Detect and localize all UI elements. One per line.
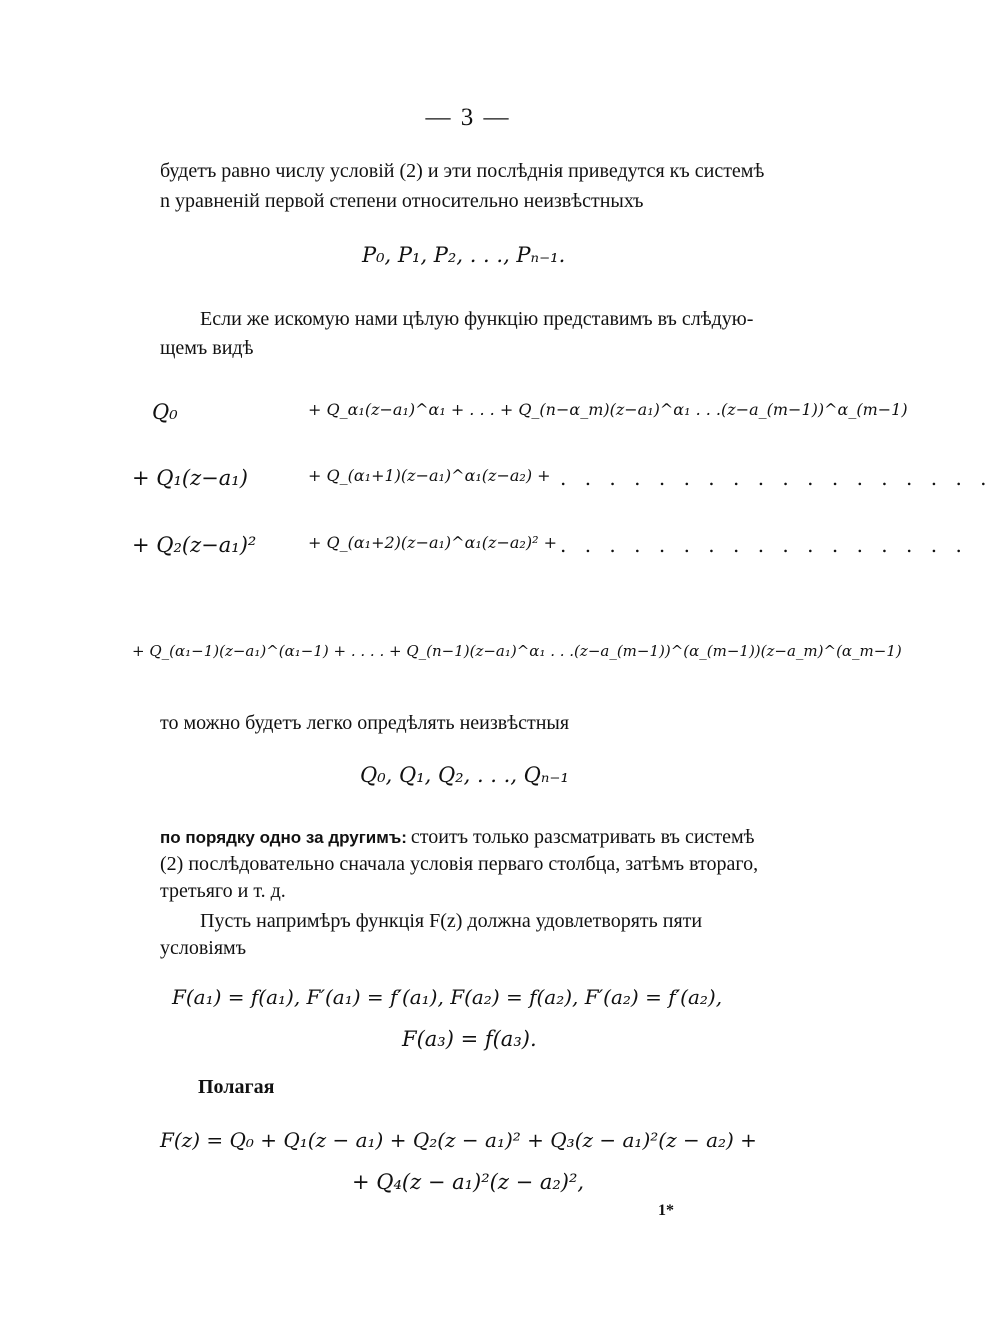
matrix-row1-right: + Q_α₁(z−a₁)^α₁ + . . . + Q_(n−α_m)(z−a₁)^α₁ . . .(z−a_(m−1))^α_(m−1) (308, 400, 908, 419)
equation-conditions-line1: F(a₁) = f(a₁), F′(a₁) = f′(a₁), F(a₂) = f(a₂), F′(a₂) = f′(a₂), (172, 985, 723, 1009)
page-number: — 3 — (425, 104, 511, 131)
paragraph-line: третьяго и т. д. (160, 880, 286, 902)
matrix-row4: + Q_(α₁−1)(z−a₁)^(α₁−1) + . . . . + Q_(n−1)(z−a₁)^α₁ . . .(z−a_(m−1))^(α_(m−1))(z−a_m)^(α_m−1) (132, 642, 902, 660)
paragraph-text: стоитъ только разсматривать въ системѣ (410, 826, 755, 848)
equation-f-line1: F(z) = Q₀ + Q₁(z − a₁) + Q₂(z − a₁)² + Q₃(z − a₁)²(z − a₂) + (160, 1128, 757, 1152)
paragraph-line: Пусть напримѣръ функція F(z) должна удовлетворять пяти (200, 910, 703, 932)
paragraph-line: условіямъ (160, 937, 247, 959)
matrix-row3-dots: . . . . . . . . . . . . . . . . . (560, 533, 968, 557)
signature-mark: 1* (658, 1202, 674, 1219)
paragraph-line: щемъ видѣ (160, 337, 254, 359)
bold-emphasis: по порядку одно за другимъ: (160, 828, 407, 847)
matrix-row2-right: + Q_(α₁+1)(z−a₁)^α₁(z−a₂) + (308, 466, 551, 485)
equation-unknowns-q: Q₀, Q₁, Q₂, . . ., Qₙ₋₁ (360, 763, 569, 787)
matrix-row1-left: Q₀ (152, 400, 178, 424)
paragraph-line: n уравненій первой степени относительно неизвѣстныхъ (160, 190, 644, 212)
equation-conditions-line2: F(a₃) = f(a₃). (402, 1027, 537, 1051)
matrix-row2-left: + Q₁(z−a₁) (132, 466, 248, 490)
matrix-row2-dots: . . . . . . . . . . . . . . . . . . (560, 466, 993, 490)
paragraph-line: то можно будетъ легко опредѣлять неизвѣстныя (160, 712, 570, 734)
paragraph-line: будетъ равно числу условій (2) и эти послѣднія приведутся къ системѣ (160, 160, 765, 182)
matrix-row3-left: + Q₂(z−a₁)² (132, 533, 257, 557)
paragraph-line (160, 826, 755, 849)
word-polagaya: Полагая (198, 1076, 275, 1098)
equation-f-line2: + Q₄(z − a₁)²(z − a₂)², (352, 1170, 585, 1194)
paragraph-line: Если же искомую нами цѣлую функцію представимъ въ слѣдую- (200, 308, 754, 330)
matrix-row3-right: + Q_(α₁+2)(z−a₁)^α₁(z−a₂)² + (308, 533, 557, 552)
equation-unknowns-p: P₀, P₁, P₂, . . ., Pₙ₋₁. (362, 243, 566, 267)
paragraph-line: (2) послѣдовательно сначала условія перваго столбца, затѣмъ втораго, (160, 853, 759, 875)
